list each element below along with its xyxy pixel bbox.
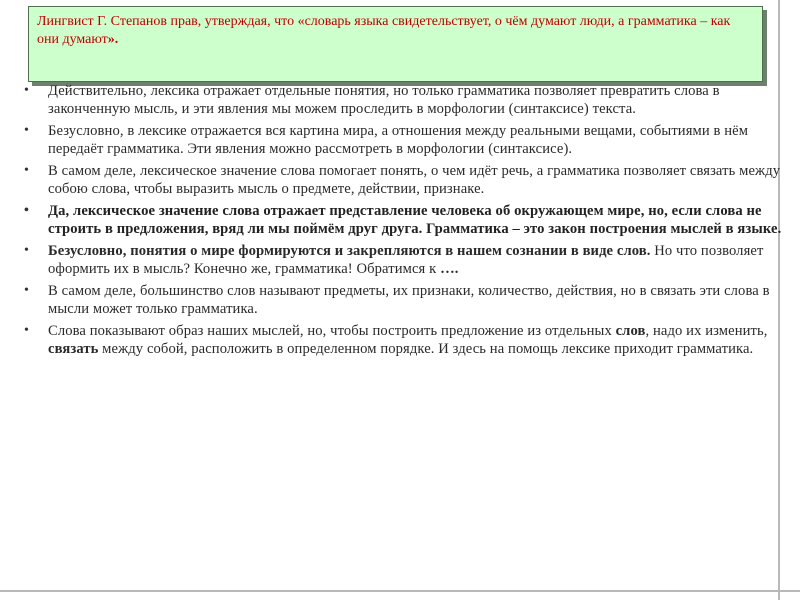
- bullet-text: Безусловно, в лексике отражается вся картина мира, а отношения между реальными вещами, событиями в нём передаёт грамматика. Эти явления можно рассмотреть в морфологии (синтаксисе).: [48, 123, 749, 157]
- list-item: [16, 162, 786, 198]
- bullet-icon: •: [24, 323, 30, 338]
- bullet-text: Слова показывают образ наших мыслей, но, чтобы построить предложение из отдельных: [48, 323, 616, 339]
- bullet-text-ellipsis: ….: [440, 261, 459, 277]
- bullet-text-bold: Безусловно, понятия о мире формируются и закрепляются в нашем сознании в виде слов.: [48, 243, 651, 259]
- bullet-text: между собой, расположить в определенном порядке. И здесь на помощь лексике приходит грамматика.: [98, 341, 754, 357]
- horizontal-divider: [0, 590, 800, 592]
- list-item: [16, 122, 786, 158]
- quote-header-box: [28, 6, 763, 82]
- bullet-text-bold: слов: [615, 323, 646, 339]
- bullet-text: В самом деле, лексическое значение слова помогает понять, о чем идёт речь, а грамматика позволяет связать между собою слова, чтобы выразить мысль о предмете, действии, признаке.: [48, 163, 781, 197]
- list-item: [16, 322, 786, 358]
- bullet-text: В самом деле, большинство слов называют предметы, их признаки, количество, действия, но в связать эти слова в мысли может только грамматика.: [48, 283, 770, 317]
- bullet-text: Да, лексическое значение слова отражает представление человека об окружающем мире, но, если слова не строить в предложения, вряд ли мы поймём друг друга. Грамматика – это закон построения мыслей в языке.: [48, 203, 782, 237]
- bullet-text-bold: связать: [48, 341, 99, 357]
- bullet-icon: •: [24, 163, 30, 178]
- list-item: [16, 242, 786, 278]
- quote-text: Лингвист Г. Степанов прав, утверждая, что «словарь языка свидетельствует, о чём думают люди, а грамматика – как они думают: [37, 14, 731, 47]
- bullet-list: [16, 82, 786, 362]
- bullet-text: Но что позволяет оформить их в мысль? Конечно же, грамматика! Обратимся к: [48, 243, 764, 277]
- bullet-icon: •: [24, 243, 30, 258]
- list-item: [16, 282, 786, 318]
- list-item: [16, 202, 786, 238]
- bullet-icon: •: [24, 203, 30, 218]
- bullet-icon: •: [24, 123, 30, 138]
- bullet-text: Действительно, лексика отражает отдельные понятия, но только грамматика позволяет превратить слова в законченную мысль, и эти явления мы можем проследить в морфологии (синтаксисе) текста.: [48, 83, 720, 117]
- bullet-icon: •: [24, 283, 30, 298]
- bullet-text: , надо их изменить,: [645, 323, 768, 339]
- bullet-icon: •: [24, 83, 30, 98]
- list-item: [16, 82, 786, 118]
- quote-closing: ».: [107, 32, 119, 47]
